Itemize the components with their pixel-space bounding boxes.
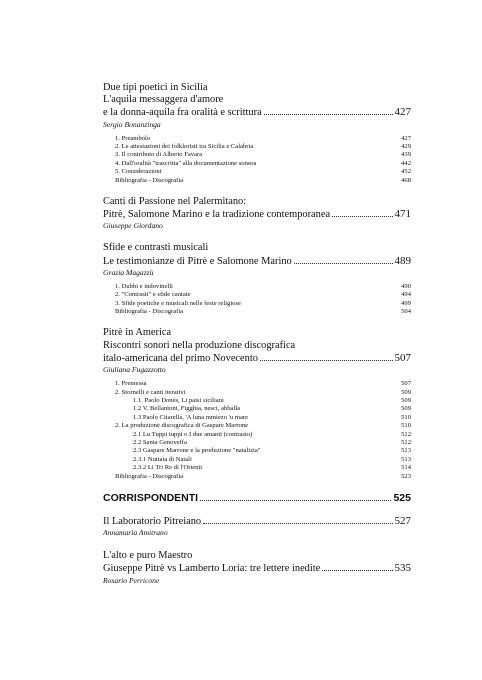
section-entry-page: 535 (394, 562, 411, 575)
subsection-item[interactable] (103, 431, 411, 439)
subsection-page: 512 (401, 430, 411, 438)
subsection-item[interactable] (103, 456, 411, 464)
subsection-page: 510 (401, 422, 411, 430)
subsection-item[interactable] (103, 422, 411, 430)
subsection-label: 1.3 Paolo Citarella, 'A luna mmiezo 'u mare (133, 413, 248, 421)
subsection-label: Bibliografia - Discografia (115, 472, 184, 480)
subsection-page: 512 (401, 438, 411, 446)
subsection-item[interactable] (103, 473, 411, 481)
section-entry-page: 527 (394, 514, 411, 527)
subsection-label: 1. Dubbi e indovinelli (115, 282, 173, 290)
subsection-item[interactable] (103, 143, 411, 151)
subsection-label: 2.3 Gaspare Marrone e la produzione "natalizia" (133, 447, 261, 455)
toc-section (103, 82, 411, 185)
section-entry-page: 489 (394, 254, 411, 267)
section-entry[interactable] (103, 562, 411, 575)
dot-leader (322, 570, 392, 571)
subsection-list (103, 380, 411, 481)
subsection-label: Bibliografia - Discografia (115, 308, 184, 316)
section-entry[interactable] (103, 352, 411, 365)
toc-section (103, 515, 411, 538)
section-entry[interactable] (103, 208, 411, 221)
section-entry-title: e la donna-aquila fra oralità e scrittura (103, 107, 262, 119)
subsection-item[interactable] (103, 439, 411, 447)
section-entry[interactable] (103, 515, 411, 528)
subsection-label: 2.2 Santa Genoveffa (133, 438, 187, 446)
subsection-label: Bibliografia - Discografia (115, 176, 184, 184)
subsection-page: 427 (401, 134, 411, 142)
subsection-page: 439 (401, 151, 411, 159)
toc-section (103, 550, 411, 585)
subsection-page: 452 (401, 168, 411, 176)
subsection-page: 509 (401, 405, 411, 413)
section-author: Giuliana Fugazzotto (103, 365, 166, 375)
subsection-label: 2.3.1 Nuttata di Natali (133, 455, 192, 463)
subsection-label: 3. Il contributo di Alberto Favara (115, 151, 203, 159)
subsection-item[interactable] (103, 389, 411, 397)
section-entry-title: Giuseppe Pitrè vs Lamberto Loria: tre lettere inedite (103, 563, 321, 575)
subsection-label: 2.1 Lu Tuppi tuppi o I due amanti (contrasto) (133, 430, 253, 438)
subsection-page: 429 (401, 143, 411, 151)
subsection-item[interactable] (103, 291, 411, 299)
subsection-label: 1.2 V. Bellantoni, Figghia, nesci, abballa (133, 405, 241, 413)
subsection-list (103, 283, 411, 317)
subsection-page: 509 (401, 388, 411, 396)
subsection-page: 510 (401, 413, 411, 421)
subsection-item[interactable] (103, 300, 411, 308)
dot-leader (260, 360, 393, 361)
subsection-item[interactable] (103, 397, 411, 405)
subsection-item[interactable] (103, 380, 411, 388)
subsection-label: 2. La produzione discografica di Gaspare Marrone (115, 422, 249, 430)
section-entry-title: Le testimonianze di Pitrè e Salomone Marino (103, 255, 292, 267)
section-entry-page: 507 (394, 351, 411, 364)
subsection-page: 490 (401, 282, 411, 290)
subsection-item[interactable] (103, 405, 411, 413)
section-author: Rosario Perricone (103, 575, 160, 585)
section-author: Giuseppe Giordano (103, 221, 163, 231)
dot-leader (203, 523, 392, 524)
subsection-label: 1.1. Paolo Dones, Li paisi siciliani (133, 396, 224, 404)
subsection-item[interactable] (103, 464, 411, 472)
subsection-item[interactable] (103, 283, 411, 291)
table-of-contents (103, 82, 411, 586)
subsection-label: 2. "Contrasti" e sfide cantate (115, 291, 191, 299)
subsection-item[interactable] (103, 168, 411, 176)
dot-leader (264, 114, 393, 115)
subsection-label: 5. Considerazioni (115, 168, 162, 176)
subsection-label: 1. Premessa (115, 380, 147, 388)
dot-leader (200, 500, 391, 501)
subsection-item[interactable] (103, 151, 411, 159)
corrispondenti-page: 525 (393, 491, 411, 504)
section-title-line: Sfide e contrasti musicali (103, 242, 209, 254)
subsection-item[interactable] (103, 135, 411, 143)
subsection-page: 507 (401, 380, 411, 388)
section-title-line: Due tipi poetici in Sicilia (103, 82, 208, 93)
section-author: Grazia Magazzù (103, 267, 154, 277)
toc-section (103, 242, 411, 316)
section-entry-page: 427 (394, 106, 411, 119)
section-title-line: L'alto e puro Maestro (103, 550, 193, 562)
subsection-item[interactable] (103, 177, 411, 185)
subsection-page: 513 (401, 447, 411, 455)
subsection-page: 468 (401, 176, 411, 184)
section-entry-title: Pitrè, Salomone Marino e la tradizione contemporanea (103, 209, 331, 221)
subsection-item[interactable] (103, 414, 411, 422)
subsection-page: 499 (401, 299, 411, 307)
section-entry-page: 471 (394, 208, 411, 221)
subsection-label: 2. Le attestazioni dei folkloristi tra Sicilia e Calabria (115, 143, 254, 151)
dot-leader (294, 263, 393, 264)
section-title-line: L'aquila messaggera d'amore (103, 94, 224, 106)
subsection-page: 509 (401, 396, 411, 404)
subsection-item[interactable] (103, 308, 411, 316)
toc-section (103, 327, 411, 480)
section-author: Sergio Bonanzinga (103, 119, 161, 129)
section-title-line: Canti di Passione nel Palermitano: (103, 196, 247, 208)
subsection-page: 523 (401, 472, 411, 480)
section-entry-title: Il Laboratorio Pitreiano (103, 515, 202, 527)
section-title-line: Pitrè in America (103, 327, 172, 339)
subsection-page: 504 (401, 308, 411, 316)
subsection-page: 514 (401, 464, 411, 472)
subsection-item[interactable] (103, 160, 411, 168)
toc-section (103, 196, 411, 231)
subsection-page: 494 (401, 291, 411, 299)
section-entry-title: italo-americana del primo Novecento (103, 352, 258, 364)
corrispondenti-heading[interactable] (103, 492, 411, 504)
section-entry[interactable] (103, 106, 411, 119)
subsection-label: 3. Sfide poetiche e musicali nelle feste religiose (115, 299, 241, 307)
section-title-line: Riscontri sonori nella produzione discografica (103, 339, 296, 351)
subsection-label: 4. Dall'oralità "trascritta" alla documentazione sonora (115, 159, 257, 167)
subsection-label: 1. Preambolo (115, 134, 151, 142)
corrispondenti-label: CORRISPONDENTI (103, 491, 199, 504)
subsection-page: 513 (401, 455, 411, 463)
subsection-item[interactable] (103, 447, 411, 455)
subsection-label: 2. Stornelli e canti iterativi (115, 388, 186, 396)
subsection-page: 442 (401, 159, 411, 167)
dot-leader (332, 216, 392, 217)
section-author: Annamaria Amitrano (103, 528, 168, 538)
subsection-list (103, 135, 411, 185)
section-entry[interactable] (103, 255, 411, 268)
subsection-label: 2.3.2 Li Tri Re di l'Orienti (133, 464, 203, 472)
